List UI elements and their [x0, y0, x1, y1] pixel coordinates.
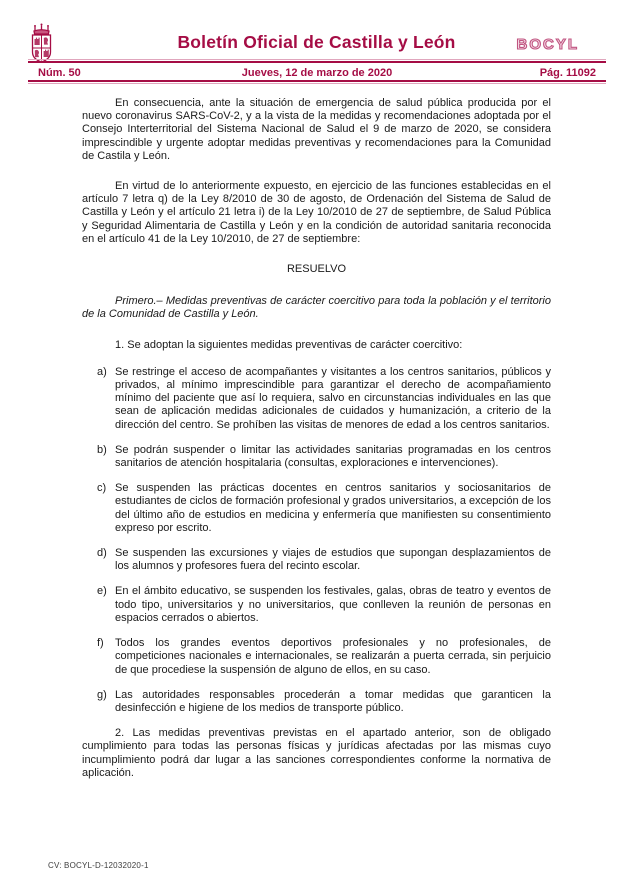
publication-date: Jueves, 12 de marzo de 2020 — [241, 66, 393, 79]
paragraph-consecuencia: En consecuencia, ante la situación de emergencia de salud pública producida por el nuevo coronavirus SARS-CoV-2, y a la vista de la medidas y recomendaciones adoptada por el Consejo Interterritorial del Sistema Nacional de Salud el 9 de marzo de 2020, se considera imprescindible y urgente adoptar medidas preventivas y recomendaciones para la Comunidad de Castila y León. — [82, 97, 551, 162]
list-item-text: Se suspenden las excursiones y viajes de estudios que supongan desplazamientos de los alumnos y profesores fuera del recinto escolar. — [115, 547, 551, 573]
list-item-c — [97, 482, 551, 535]
list-item-label: c) — [97, 482, 107, 495]
gazette-title: Boletín Oficial de Castilla y León — [177, 32, 456, 52]
list-item-a — [97, 366, 551, 432]
point-2: 2. Las medidas preventivas previstas en el apartado anterior, son de obligado cumplimiento para todas las personas físicas y jurídicas afectadas por las mismas cuyo incumplimiento podrá dar lugar a las sanciones correspondientes conforme la normativa de aplicación. — [82, 727, 551, 779]
header-info-row — [28, 65, 606, 80]
list-item-text: Las autoridades responsables procederán a tomar medidas que garanticen la desinfección e higiene de los medios de transporte público. — [115, 688, 551, 714]
list-item-label: a) — [97, 365, 107, 378]
list-item-g — [97, 689, 551, 715]
document-body — [82, 97, 551, 780]
resuelvo-heading: RESUELVO — [286, 263, 347, 276]
header-top-rule — [28, 59, 606, 63]
issue-number: Núm. 50 — [38, 66, 81, 79]
list-item-label: f) — [97, 637, 104, 650]
cv-verification-code: CV: BOCYL-D-12032020-1 — [48, 861, 149, 870]
list-item-d — [97, 547, 551, 573]
list-item-text: Se restringe el acceso de acompañantes y visitantes a los centros sanitarios, públicos y privados, al mínimo imprescindible para garantizar el derecho de acompañamiento mínimo del paciente que así lo requiera, salvo en circunstancias individuales en las que sean de aplicación medidas adicionales de cuidados y humanización, a criterio de la dirección del centro. Se prohíben las visitas de menores de edad a los centros sanitarios. — [115, 365, 551, 431]
measures-list — [97, 366, 551, 715]
list-item-label: e) — [97, 585, 107, 598]
point-1: 1. Se adoptan la siguientes medidas preventivas de carácter coercitivo: — [115, 338, 463, 351]
list-item-b — [97, 444, 551, 470]
paragraph-virtud: En virtud de lo anteriormente expuesto, en ejercicio de las funciones establecidas en el artículo 7 letra q) de la Ley 8/2010 de 30 de agosto, de Ordenación del Sistema de Salud de Castilla y León y el artículo 21 letra i) de la Ley 10/2010 de 27 de septiembre, de Salud Pública y Seguridad Alimentaria de Castilla y León y en la condición de autoridad sanitaria reconocida en el artículo 41 de la Ley 10/2010, de 27 de septiembre: — [82, 180, 551, 245]
list-item-text: Todos los grandes eventos deportivos profesionales y no profesionales, de competiciones nacionales e internacionales, se realizarán a puerta cerrada, sin perjuicio de que procediese la suspensión de alguno de ellos, en su caso. — [115, 637, 551, 676]
list-item-text: Se podrán suspender o limitar las actividades sanitarias programadas en los centros sanitarios de atención hospitalaria (consultas, exploraciones e intervenciones). — [115, 443, 551, 470]
list-item-text: Se suspenden las prácticas docentes en centros sanitarios y sociosanitarios de estudiantes de ciclos de formación profesional y grados universitarios, a excepción de los del último año de estudios en medicina y enfermería que manifiesten su consentimiento expreso por escrito. — [115, 482, 551, 534]
list-item-f — [97, 637, 551, 677]
header-bottom-rule — [28, 80, 606, 84]
list-item-e — [97, 585, 551, 625]
list-item-label: b) — [97, 443, 107, 456]
page-number: Pág. 11092 — [539, 66, 596, 79]
list-item-label: d) — [97, 547, 107, 560]
primero-heading: Primero.– Medidas preventivas de carácter coercitivo para toda la población y el territorio de la Comunidad de Castilla y León. — [82, 295, 551, 321]
list-item-label: g) — [97, 688, 107, 701]
bocyl-logo: BOCYL — [516, 36, 579, 53]
list-item-text: En el ámbito educativo, se suspenden los festivales, galas, obras de teatro y eventos de todo tipo, universitarios y no universitarios, que conlleven la reunión de personas en espacios cerrados o abiertos. — [115, 585, 551, 624]
